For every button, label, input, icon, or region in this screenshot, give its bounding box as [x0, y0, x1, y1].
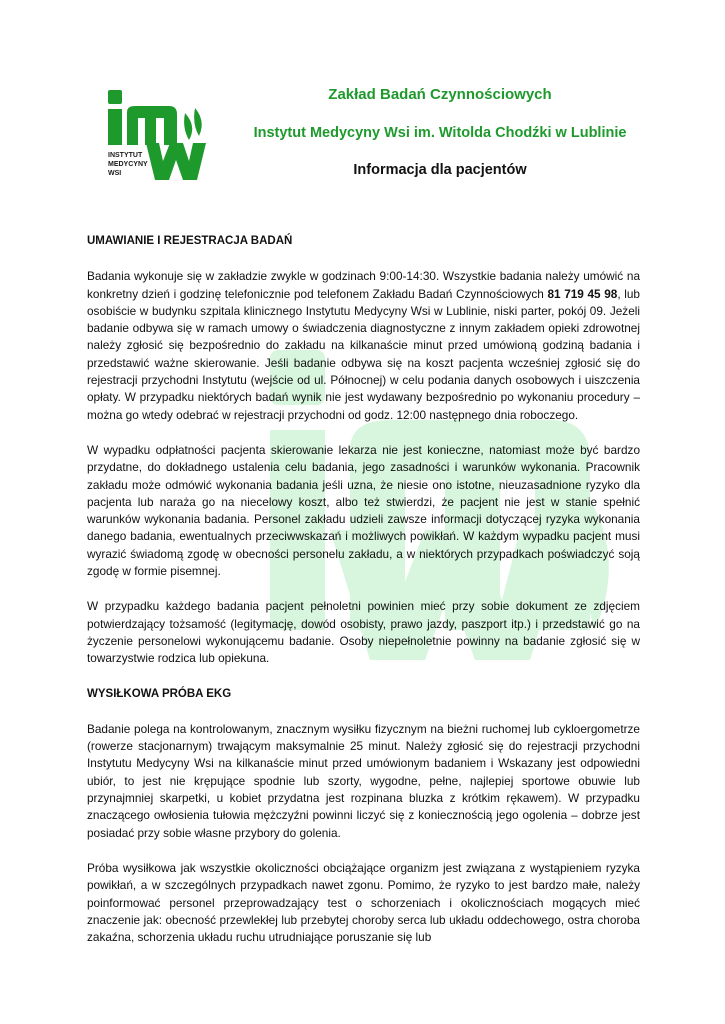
logo-text-line-1: INSTYTUT: [108, 152, 143, 159]
document-header: [230, 86, 650, 178]
phone-number: 81 719 45 98: [547, 286, 618, 301]
paragraph-registration-1: [87, 268, 640, 424]
document-body: [87, 233, 640, 964]
institute-logo: [105, 88, 210, 183]
org-name: Zakład Badań Czynnościowych: [328, 86, 552, 103]
paragraph-registration-3: W przypadku każdego badania pacjent pełnoletni powinien mieć przy sobie dokument ze zdjęciem potwierdzający tożsamość (legitymację, dowód osobisty, prawo jazdy, paszport itp.) i przedstawić go na życzenie personelowi wykonującemu badanie. Osoby niepełnoletnie powinny na badanie zgłosić się w towarzystwie rodzica lub opiekuna.: [87, 599, 640, 666]
section-heading-registration: UMAWIANIE I REJESTRACJA BADAŃ: [87, 235, 293, 247]
paragraph-text: Badania wykonuje się w zakładzie zwykle w godzinach 9:00-14:30. Wszystkie badania należy umówić na konkretny dzień i godzinę telefonicznie pod telefonem Zakładu Badań Czynnościowych: [87, 269, 640, 301]
paragraph-ekg-2: Próba wysiłkowa jak wszystkie okoliczności obciążające organizm jest związana z wystąpieniem ryzyka powikłań, a w szczególnych przypadkach nawet zgonu. Pomimo, że ryzyko to jest bardzo małe, należy poinformować personel przeprowadzający test o schorzeniach i okolicznościach mogących mieć znaczenie jak: obecność przewlekłej lub przebytej choroby serca lub układu oddechowego, ostra choroba zakaźna, schorzenia układu ruchu utrudniające poruszanie się lub: [87, 860, 640, 945]
institute-name: Instytut Medycyny Wsi im. Witolda Chodźki w Lublinie: [253, 125, 627, 141]
section-heading-ekg: WYSIŁKOWA PRÓBA EKG: [87, 687, 232, 700]
document-subtitle: Informacja dla pacjentów: [353, 162, 527, 178]
logo-text-line-2: MEDYCYNY: [108, 161, 148, 168]
paragraph-text: , lub osobiście w budynku szpitala klinicznego Instytutu Medycyny Wsi w Lublinie, niski parter, pokój 09. Jeżeli badanie odbywa się w ramach umowy o świadczenia diagnostyczne z innym zakładem opieki zdrowotnej należy zgłosić się bezpośrednio do zakładu na kilkanaście minut przed umówioną godziną badania i przedstawić ważne skierowanie. Jeśli badanie odbywa się na koszt pacjenta wcześniej zgłosić się do rejestracji przychodni Instytutu (wejście od ul. Północnej) w celu podania danych osobowych i uiszczenia opłaty. W przypadku niektórych badań wynik nie jest wydawany bezpośrednio po wykonaniu procedury – można go wtedy odebrać w rejestracji przychodni od godz. 12:00 następnego dnia roboczego.: [87, 286, 640, 422]
logo-text-line-3: WSI: [108, 170, 122, 177]
paragraph-ekg-1: Badanie polega na kontrolowanym, znacznym wysiłku fizycznym na bieżni ruchomej lub cykloergometrze (rowerze stacjonarnym) trwającym maksymalnie 25 minut. Należy zgłosić się do rejestracji przychodni Instytutu Medycyny Wsi na kilkanaście minut przed umówionym badaniem i Wskazany jest odpowiedni ubiór, to jest nie krępujące spodnie lub szorty, wygodne, pełne, najlepiej sportowe obuwie lub przynajmniej skarpetki, u kobiet przydatna jest rozpinana bluzka z krótkim rękawem). W przypadku znaczącego owłosienia tułowia mężczyźni powinni liczyć się z koniecznością jego ogolenia – dobrze jest posiadać przy sobie własne przybory do golenia.: [87, 721, 640, 840]
paragraph-registration-2: W wypadku odpłatności pacjenta skierowanie lekarza nie jest konieczne, natomiast może być bardzo przydatne, do dokładnego ustalenia celu badania, jego zasadności i warunków wykonania. Pracownik zakładu może odmówić wykonania badania jeśli uzna, że niesie ono istotne, nieuzasadnione ryzyko dla pacjenta lub naraża go na niecelowy koszt, albo też stwierdzi, że pacjent nie jest w stanie spełnić warunków wykonania badania. Personel zakładu udzieli zawsze informacji dotyczącej ryzyka wykonania danego badania, ewentualnych przeciwwskazań i możliwych powikłań. W każdym wypadku pacjent musi wyrazić świadomą zgodę w obecności personelu zakładu, a w niektórych przypadkach poświadczyć soją zgodę w formie pisemnej.: [87, 442, 640, 579]
